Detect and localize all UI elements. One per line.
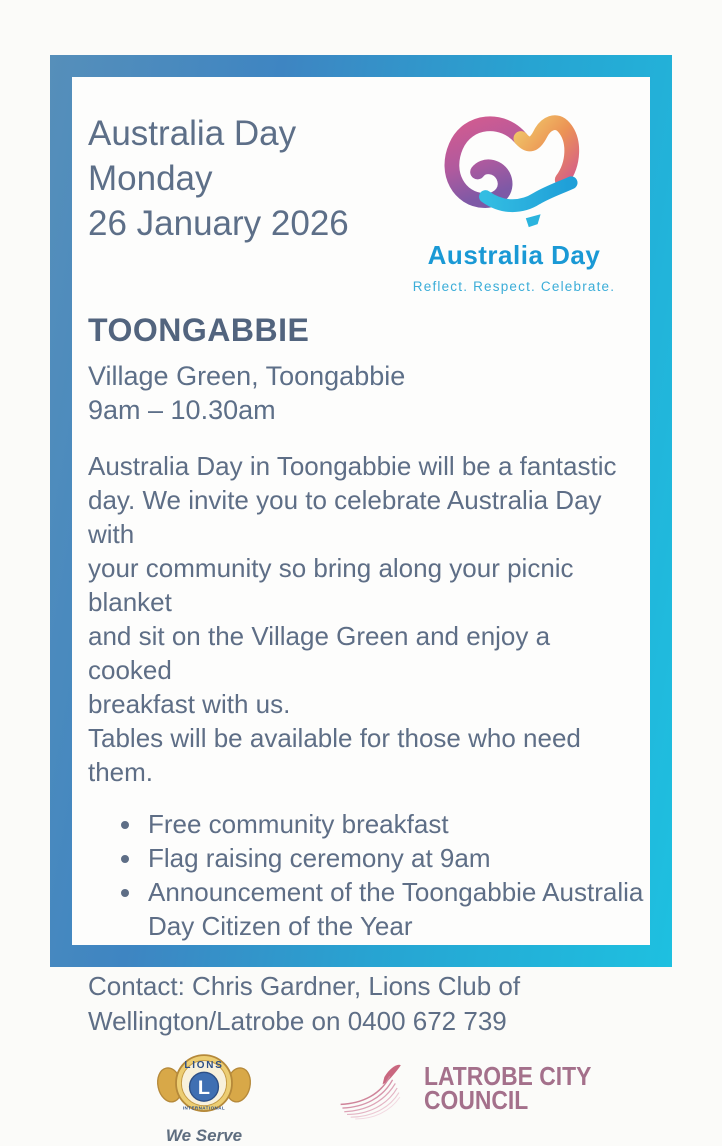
time-line: 9am – 10.30am [88,395,276,425]
bullet-item: • Announcement of the Toongabbie Australia Day Citizen of the Year [144,875,644,943]
australia-day-tagline: Reflect. Respect. Celebrate. [412,279,616,294]
latrobe-wordmark-line1: LATROBE CITY [424,1061,592,1091]
latrobe-council-logo [336,1057,614,1119]
lions-motto: We Serve [165,1126,243,1145]
flyer-frame [50,55,672,1145]
australia-day-logo [398,105,630,294]
bullet-item: • Flag raising ceremony at 9am [144,841,644,875]
contact-block [88,969,634,1039]
event-bullets [88,807,644,943]
description-line: your community so bring along your picnic blanket [88,553,574,617]
flyer-header [88,111,634,294]
lions-letter: L [197,1076,211,1099]
description-line: Tables will be available for those who need them. [88,723,581,787]
latrobe-wordmark [424,1061,592,1115]
australia-day-wordmark: Australia Day [427,240,601,270]
event-title-block [88,111,349,246]
lions-club-emblem-icon [154,1047,254,1121]
description-line: breakfast with us. [88,689,291,719]
contact-line-2: Wellington/Latrobe on 0400 672 739 [88,1006,507,1036]
venue-line: Village Green, Toongabbie [88,361,406,391]
location-title: TOONGABBIE [88,312,310,348]
flyer-content [72,77,650,1145]
latrobe-swirl-icon [336,1057,420,1119]
sponsor-logos [88,1047,634,1146]
description-line: day. We invite you to celebrate Australia Day with [88,485,602,549]
event-day: Monday [88,159,213,198]
lions-top-text: LIONS [184,1059,224,1071]
venue-block [88,359,634,427]
bullet-item: • Free community breakfast [144,807,644,841]
lions-club-logo [150,1047,258,1146]
event-title: Australia Day [88,114,297,153]
description [88,449,634,789]
australia-map-icon [430,105,598,233]
description-line: Australia Day in Toongabbie will be a fantastic [88,451,617,481]
description-line: and sit on the Village Green and enjoy a cooked [88,621,551,685]
lions-bottom-text: INTERNATIONAL [182,1105,226,1111]
event-date: 26 January 2026 [88,204,349,243]
contact-line-1: Contact: Chris Gardner, Lions Club of [88,971,521,1001]
latrobe-wordmark-line2: COUNCIL [424,1085,529,1115]
